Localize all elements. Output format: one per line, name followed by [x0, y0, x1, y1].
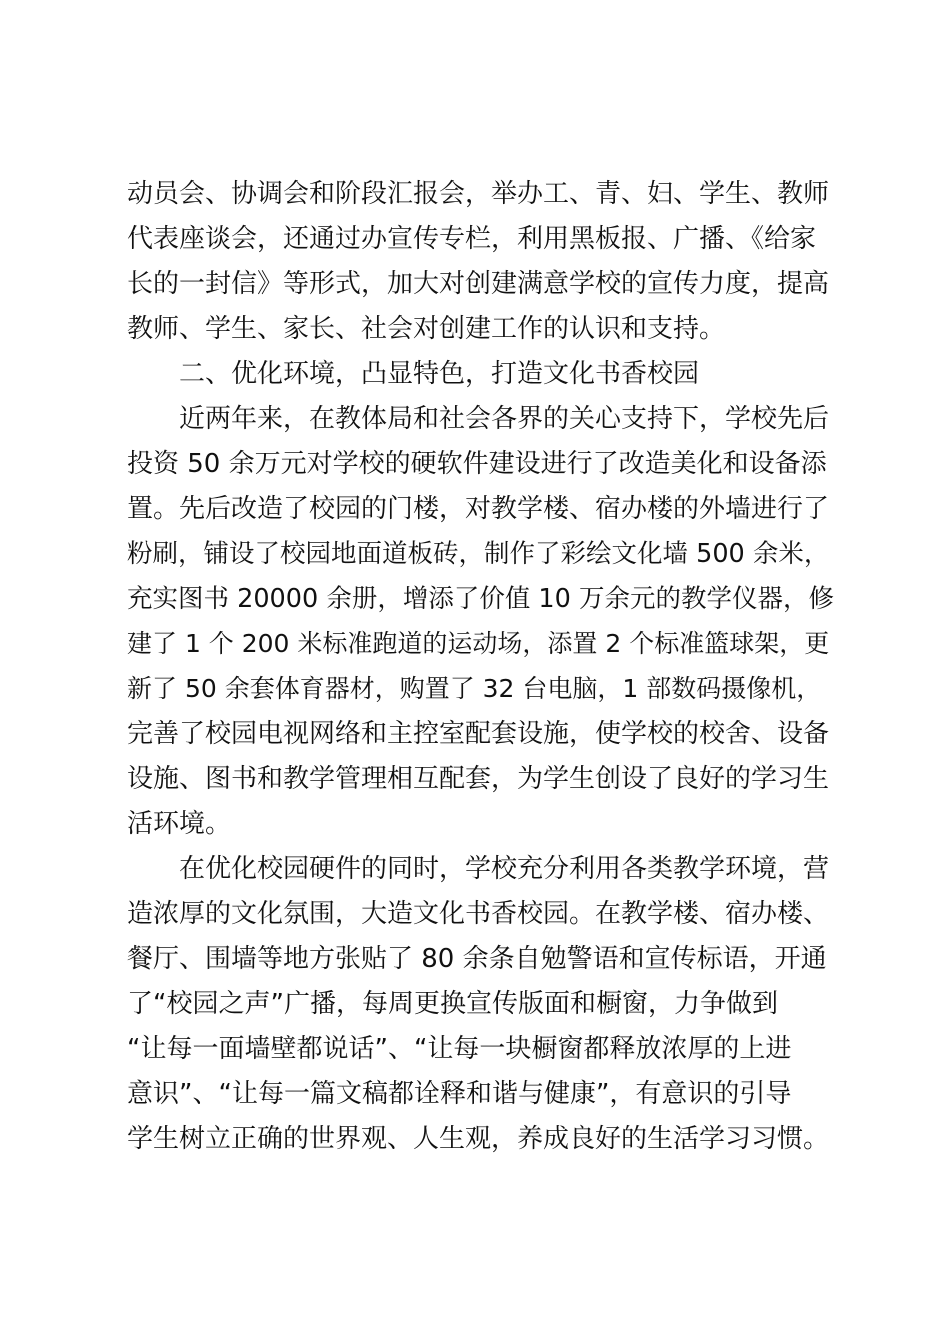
paragraph-3-line-1: 在优化校园硬件的同时，学校充分利用各类教学环境，营 [179, 854, 830, 884]
paragraph-2-line-9: 设施、图书和教学管理相互配套，为学生创设了良好的学习生 [127, 764, 830, 794]
paragraph-1-line-1: 动员会、协调会和阶段汇报会，举办工、青、妇、学生、教师 [127, 179, 830, 209]
paragraph-2-line-10: 活环境。 [127, 809, 232, 839]
paragraph-2-line-3: 置。先后改造了校园的门楼，对教学楼、宿办楼的外墙进行了 [127, 494, 830, 524]
paragraph-2-line-6: 建了 1 个 200 米标准跑道的运动场，添置 2 个标准篮球架，更 [127, 629, 830, 658]
section-heading: 二、优化环境，凸显特色，打造文化书香校园 [179, 359, 700, 389]
paragraph-2-line-7: 新了 50 余套体育器材，购置了 32 台电脑，1 部数码摄像机， [127, 674, 822, 703]
paragraph-1-line-4: 教师、学生、家长、社会对创建工作的认识和支持。 [127, 314, 726, 344]
paragraph-2-line-2: 投资 50 余万元对学校的硬软件建设进行了改造美化和设备添 [127, 449, 827, 479]
paragraph-3-line-2: 造浓厚的文化氛围，大造文化书香校园。在教学楼、宿办楼、 [127, 899, 830, 929]
paragraph-2-line-8: 完善了校园电视网络和主控室配套设施，使学校的校舍、设备 [127, 719, 830, 749]
paragraph-3-line-7: 学生树立正确的世界观、人生观，养成良好的生活学习习惯。 [127, 1124, 830, 1154]
paragraph-1-line-3: 长的一封信》等形式，加大对创建满意学校的宣传力度，提高 [127, 269, 830, 299]
paragraph-3-line-5: “让每一面墙壁都说话”、“让每一块橱窗都释放浓厚的上进 [127, 1034, 792, 1064]
paragraph-3-line-6: 意识”、“让每一篇文稿都诠释和谐与健康”，有意识的引导 [127, 1079, 792, 1109]
paragraph-2-line-5: 充实图书 20000 余册，增添了价值 10 万余元的教学仪器，修 [127, 584, 834, 614]
paragraph-3-line-4: 了“校园之声”广播，每周更换宣传版面和橱窗，力争做到 [127, 989, 778, 1019]
paragraph-2-line-4: 粉刷，铺设了校园地面道板砖，制作了彩绘文化墙 500 余米， [127, 539, 830, 569]
paragraph-2-line-1: 近两年来，在教体局和社会各界的关心支持下，学校先后 [179, 404, 830, 434]
paragraph-3-line-3: 餐厅、围墙等地方张贴了 80 余条自勉警语和宣传标语，开通 [127, 944, 827, 974]
paragraph-1-line-2: 代表座谈会，还通过办宣传专栏，利用黑板报、广播、《给家 [127, 224, 817, 254]
